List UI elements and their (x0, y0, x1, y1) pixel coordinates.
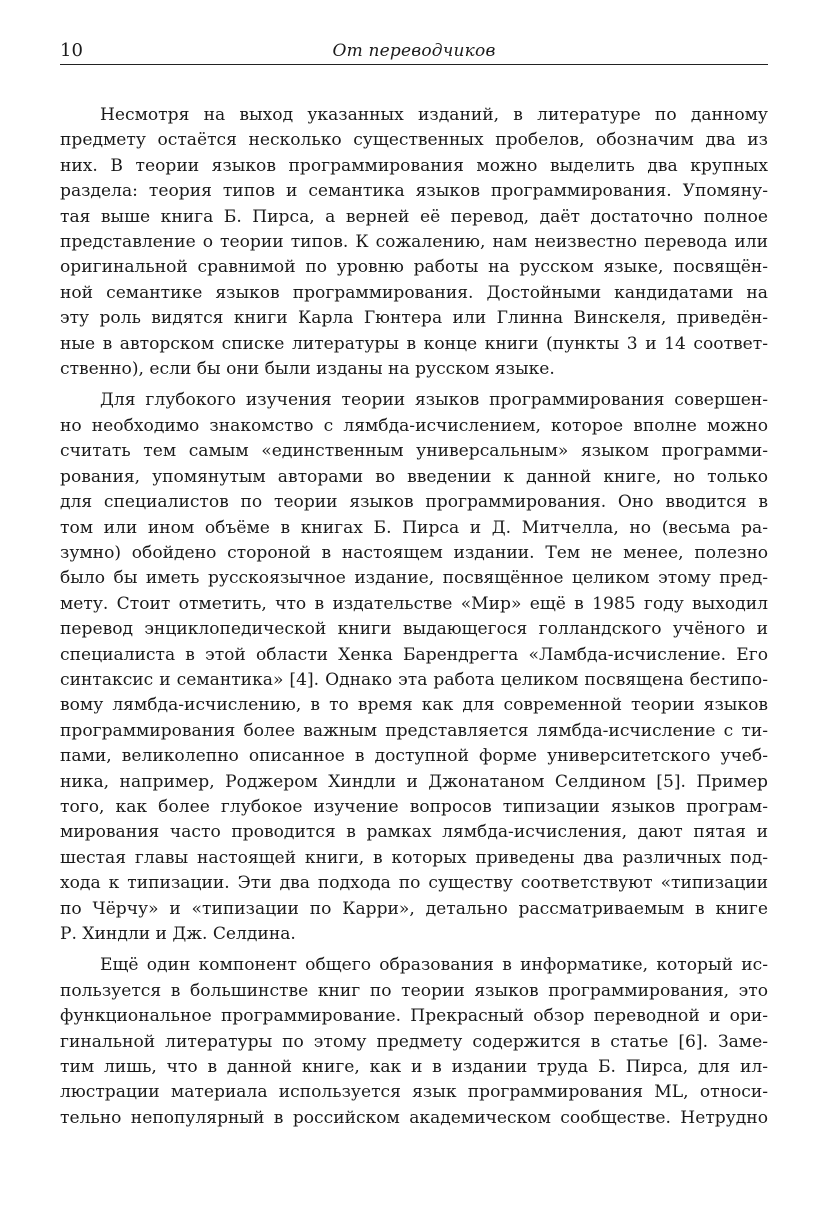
text-line: по Чёрчу» и «типизации по Карри», детально рассматриваемым в книге (60, 898, 768, 919)
text-line: специалиста в этой области Хенка Барендрегта «Ламбда-исчисление. Его (60, 644, 768, 665)
text-line: функциональное программирование. Прекрасный обзор переводной и ори- (60, 1006, 768, 1027)
text-line: было бы иметь русскоязычное издание, посвящённое целиком этому пред- (60, 568, 768, 589)
text-line: пользуется в большинстве книг по теории языков программирования, это (60, 980, 768, 1001)
page-number: 10 (60, 40, 83, 61)
text-line: хода к типизации. Эти два подхода по существу соответствуют «типизации (60, 873, 768, 894)
text-line: программирования более важным представляется лямбда-исчисление с ти- (60, 720, 768, 741)
text-line: ника, например, Роджером Хиндли и Джонатаном Селдином [5]. Пример (60, 771, 768, 792)
text-line: зумно) обойдено стороной в настоящем издании. Тем не менее, полезно (60, 542, 768, 563)
text-line: ной семантике языков программирования. Достойными кандидатами на (60, 282, 768, 303)
text-line: люстрации материала используется язык программирования ML, относи- (60, 1082, 768, 1103)
text-line: раздела: теория типов и семантика языков программирования. Упомяну- (60, 181, 768, 202)
text-line: синтаксис и семантика» [4]. Однако эта работа целиком посвящена бестипо- (60, 669, 768, 690)
text-line: вому лямбда-исчислению, в то время как для современной теории языков (60, 695, 768, 716)
text-line: считать тем самым «единственным универсальным» языком программи- (60, 441, 768, 462)
text-line: шестая главы настоящей книги, в которых приведены два различных под- (60, 847, 768, 868)
text-line: предмету остаётся несколько существенных пробелов, обозначим два из (60, 130, 768, 151)
text-line: оригинальной сравнимой по уровню работы на русском языке, посвящён- (60, 257, 768, 278)
text-line: мету. Стоит отметить, что в издательстве «Мир» ещё в 1985 году выходил (60, 593, 768, 614)
text-line: для специалистов по теории языков программирования. Оно вводится в (60, 492, 768, 513)
text-line: ственно), если бы они были изданы на русском языке. (60, 359, 555, 380)
text-line: том или ином объёме в книгах Б. Пирса и Д. Митчелла, но (весьма ра- (60, 517, 768, 538)
text-line: тим лишь, что в данной книге, как и в издании труда Б. Пирса, для ил- (60, 1057, 768, 1078)
section-title: От переводчиков (332, 41, 496, 61)
text-line: мирования часто проводится в рамках лямбда-исчисления, дают пятая и (60, 822, 768, 843)
text-line: тая выше книга Б. Пирса, а верней её перевод, даёт достаточно полное (60, 206, 768, 227)
text-line: но необходимо знакомство с лямбда-исчислением, которое вполне можно (60, 415, 768, 436)
text-line: гинальной литературы по этому предмету содержится в статье [6]. Заме- (60, 1031, 768, 1052)
text-line: представление о теории типов. К сожалению, нам неизвестно перевода или (60, 232, 768, 253)
text-line: рования, упомянутым авторами во введении к данной книге, но только (60, 466, 768, 487)
paragraph (60, 388, 768, 947)
page (60, 38, 768, 1137)
paragraph (60, 953, 768, 1131)
text-line: Ещё один компонент общего образования в информатике, который ис- (100, 955, 768, 976)
text-line: Р. Хиндли и Дж. Селдина. (60, 924, 296, 944)
text-line: тельно непопулярный в российском академическом сообществе. Нетрудно (60, 1107, 768, 1128)
text-line: них. В теории языков программирования можно выделить два крупных (60, 155, 768, 176)
paragraph (60, 103, 768, 382)
body-text (60, 103, 768, 1131)
text-line: Несмотря на выход указанных изданий, в литературе по данному (100, 105, 768, 125)
text-line: перевод энциклопедической книги выдающегося голландского учёного и (60, 619, 768, 640)
text-line: пами, великолепно описанное в доступной форме университетского учеб- (60, 746, 768, 767)
text-line: эту роль видятся книги Карла Гюнтера или Глинна Винскеля, приведён- (60, 308, 768, 329)
text-line: ные в авторском списке литературы в конце книги (пункты 3 и 14 соответ- (60, 333, 768, 354)
running-header (60, 38, 768, 65)
text-line: Для глубокого изучения теории языков программирования совершен- (100, 390, 768, 411)
text-line: того, как более глубокое изучение вопросов типизации языков програм- (60, 796, 768, 817)
